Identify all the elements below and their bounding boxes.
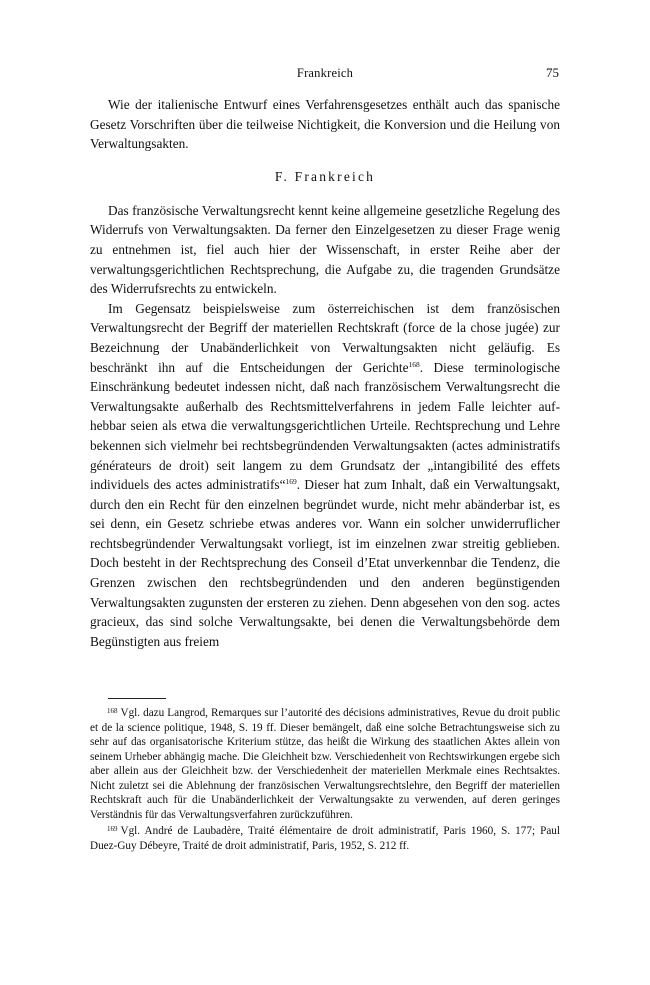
footnote-169 xyxy=(90,822,560,853)
intro-paragraph: Wie der italienische Entwurf eines Verfahrensgesetzes enthält auch das spanische Gesetz Vorschriften über die teilweise Nichtigkeit, die Konversion und die Heilung von Verwaltungsakten. xyxy=(90,97,560,152)
footnote-separator xyxy=(108,698,166,699)
footnote-text: Vgl. André de Laubadère, Traité élémentaire de droit administratif, Paris 1960, S. 177; Paul Duez-Guy Débeyre, Traité de droit administratif, Paris, 1952, S. 212 ff. xyxy=(90,825,560,852)
footnote-number: 168 xyxy=(107,707,118,715)
body-text xyxy=(90,95,560,651)
paragraph-2-part-c: . Dieser hat zum Inhalt, daß ein Verwaltungsakt, durch den ein Recht für den einzelnen begründet wurde, nicht mehr abänderbar ist, es sei denn, ein Gesetz schriebe etwas anderes vor. Wann ein solcher unwiderruflicher rechtsbegründender Verwaltungsakt vorliegt, ist im einzelnen zwar streitig geblieben. Doch besteht in der Rechtsprechung des Conseil d’Etat unverkennbar die Tendenz, die Grenzen zwischen den rechtsbegründenden und den anderen begünstigenden Verwaltungsakten zugunsten der ersteren zu ziehen. Denn abgesehen von den sog. actes gracieux, das sind solche Verwaltungsakte, bei denen die Verwaltungsbehörde dem Begünstigten aus freiem xyxy=(90,477,560,649)
footnote-text: Vgl. dazu Langrod, Remarques sur l’autorité des décisions administratives, Revue du droit public et de la science politique, 1948, S. 19 ff. Dieser bemängelt, daß eine solche Betrachtungsweise sich zu sehr auf das organisatorische Kriterium stütze, das heißt die Wirkung des staatlichen Aktes allein von seinem Urheber abhängig mache. Die Gleichheit bzw. Verschiedenheit von Rechtswirkungen ergebe sich aber allein aus der Gleichheit bzw. der Verschiedenheit der materiellen Merkmale eines Rechtsaktes. Nicht zuletzt sei die Ablehnung der französischen Verwaltungsrechtslehre, den Begriff der materiellen Rechtskraft auch für die Unabänderlichkeit der Verwaltungsakte zu verwenden, auf deren geringes Verständnis für das Verwaltungsverfahren zurückzuführen. xyxy=(90,707,560,821)
footnotes xyxy=(90,704,560,853)
paragraph-2 xyxy=(90,299,560,652)
footnote-168 xyxy=(90,704,560,822)
page-number: 75 xyxy=(546,65,559,80)
footnote-ref-169[interactable]: 169 xyxy=(285,477,297,487)
footnote-number: 169 xyxy=(107,825,118,833)
paragraph-1: Das französische Verwaltungsrecht kennt keine allgemeine gesetzliche Regelung des Widerrufs von Verwaltungsakten. Da ferner den Einzelgesetzen zu dieser Frage wenig zu entnehmen ist, fiel auch hier der Wissenschaft, in erster Reihe aber der verwaltungsgerichtlichen Rechtsprechung, die Aufgabe zu, die tragenden Grundsätze des Widerrufsrechts zu entwickeln. xyxy=(90,202,560,297)
running-title: Frankreich xyxy=(296,66,354,80)
paragraph-2-part-a: Im Gegensatz beispielsweise zum österreichischen ist dem französischen Verwaltungsrecht der Begriff der materiellen Rechtskraft (force de la chose jugée) zur Bezeichnung der Unabänderlichkeit von Verwaltungsakten nicht geläufig. Es beschränkt ihn auf die Entscheidungen der Gerichte xyxy=(90,300,560,375)
footnote-ref-168[interactable]: 168 xyxy=(408,359,420,369)
section-heading: F. Frankreich xyxy=(274,168,376,184)
paragraph-2-part-b: . Diese terminologische Einschränkung bedeutet indessen nicht, daß nach französischem Verwaltungsrecht die Verwaltungsakte außerhalb des Rechtsmittelverfahrens in jedem Falle leichter aufhebbar seien als etwa die verwaltungsgerichtlichen Urteile. Rechtsprechung und Lehre bekennen sich vielmehr bei rechtsbegründenden Verwaltungsakten (actes administratifs générateurs de droit) seit langem zu dem Grundsatz der „intangibilité des effets individuels des actes administratifs“ xyxy=(90,359,560,493)
